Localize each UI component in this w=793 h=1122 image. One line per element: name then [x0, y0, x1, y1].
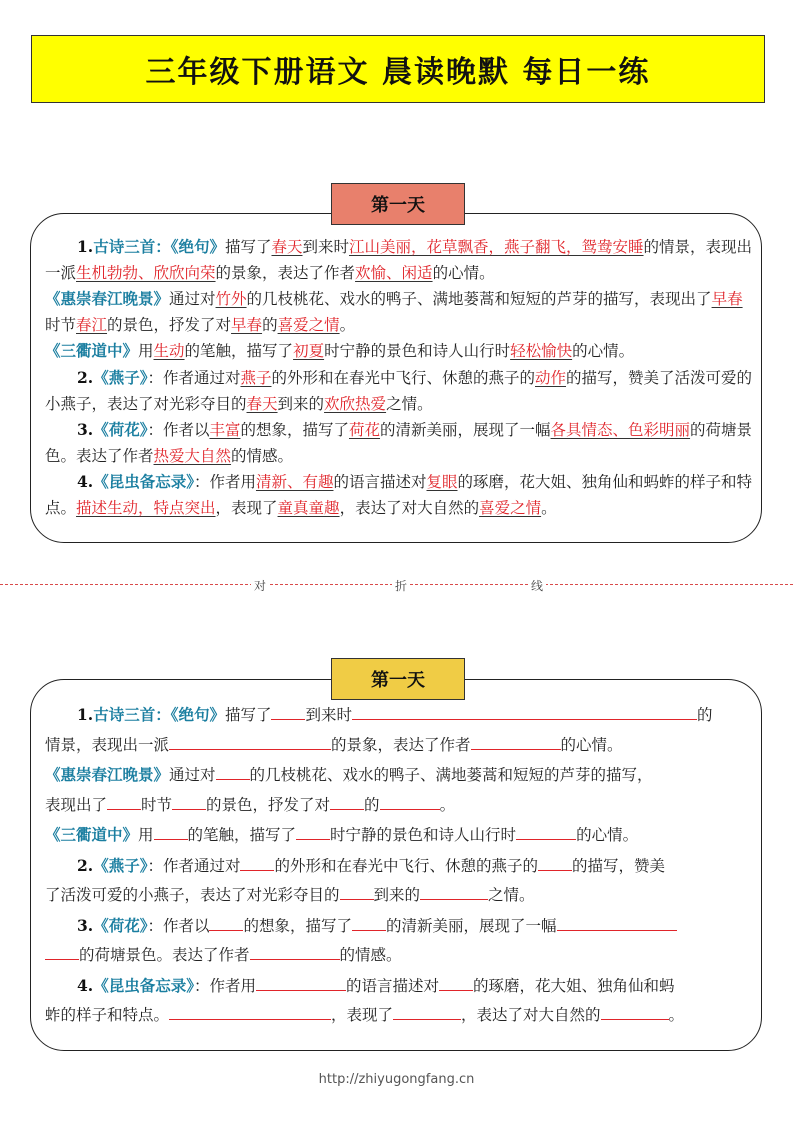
text: 的: [364, 795, 380, 814]
practice-para-1: [45, 700, 753, 760]
text: 的琢磨，花大姐、独角仙和蚂蚱的样子和特点。: [45, 473, 753, 517]
text: 的语言描述对: [333, 473, 427, 492]
text: 的外形和在春光中飞行、休憩的燕子的: [271, 368, 535, 387]
text: 的描写，赞美: [571, 856, 665, 875]
text: ：作者以: [147, 916, 210, 935]
blank-field[interactable]: [557, 916, 677, 931]
text: 时节: [141, 795, 173, 814]
text: 表现出了: [45, 795, 108, 814]
blank-field[interactable]: [209, 916, 243, 931]
blank-field[interactable]: [393, 1005, 461, 1020]
blank-field[interactable]: [516, 825, 576, 840]
answer-para-2: [45, 286, 753, 338]
answer: 春天: [271, 238, 303, 256]
item-number: 4.: [77, 472, 94, 492]
fold-label: 线: [528, 577, 546, 594]
text: 的情感。: [339, 946, 402, 964]
text: ：作者以: [147, 421, 210, 440]
blank-field[interactable]: [340, 885, 374, 900]
blank-field[interactable]: [172, 795, 206, 810]
text: 到来时: [302, 238, 350, 256]
blank-field[interactable]: [352, 916, 386, 931]
poem-title: 《三衢道中》: [45, 825, 139, 844]
poem-title: 《三衢道中》: [45, 341, 139, 361]
blank-field[interactable]: [169, 1005, 331, 1020]
text: 的心情。: [572, 342, 635, 361]
poem-title: 《惠崇春江晚景》: [45, 765, 170, 784]
answer-para-1: [45, 234, 753, 286]
poem-title: 《惠崇春江晚景》: [45, 289, 170, 309]
text: 的心情。: [432, 263, 495, 282]
blank-field[interactable]: [380, 795, 440, 810]
text: 的景色，抒发了对: [206, 795, 331, 814]
answer-card: [30, 213, 762, 543]
blank-field[interactable]: [45, 945, 79, 960]
text: 的描写，赞美了活泼可爱的小燕子，表达了对光彩夺目的: [45, 368, 753, 413]
text: 。: [439, 795, 456, 814]
blank-field[interactable]: [256, 976, 346, 991]
blank-field[interactable]: [601, 1005, 669, 1020]
item-number: 3.: [77, 915, 94, 935]
blank-field[interactable]: [107, 795, 141, 810]
answer: 竹外: [215, 290, 247, 309]
lesson-title: 《昆虫备忘录》: [93, 975, 194, 995]
answer: 荷花: [349, 421, 381, 440]
blank-field[interactable]: [296, 825, 330, 840]
lesson-title: 《荷花》: [93, 915, 148, 935]
item-number: 1.: [77, 705, 94, 724]
text: 的情感。: [231, 446, 294, 465]
item-number: 1.: [77, 237, 94, 256]
text: 的笔触，描写了: [184, 342, 294, 361]
blank-field[interactable]: [420, 885, 488, 900]
answer: 生动: [153, 342, 185, 361]
text: 用: [138, 826, 154, 844]
text: 情景，表现出一派: [45, 735, 170, 754]
text: 的想象，描写了: [240, 421, 349, 440]
text: 的语言描述对: [345, 976, 439, 995]
text: 了活泼可爱的小燕子，表达了对光彩夺目的: [45, 886, 340, 904]
answer-para-6: [45, 469, 753, 521]
answer: 春江: [76, 315, 108, 334]
text: 通过对: [169, 290, 216, 309]
text: 的景色，抒发了对: [107, 315, 232, 334]
poem-group-title: 古诗三首：: [93, 705, 171, 724]
practice-para-5: [45, 911, 753, 971]
text: 的想象，描写了: [243, 916, 352, 935]
text: 到来的: [373, 886, 421, 904]
text: 。: [339, 315, 356, 334]
text: 。: [668, 1006, 685, 1024]
item-number: 2.: [77, 367, 94, 387]
answer: 各具情态、色彩明丽: [550, 421, 691, 440]
item-number: 2.: [77, 855, 94, 875]
text: 的: [697, 706, 713, 724]
answer: 欢愉、闲适: [355, 263, 433, 282]
answer: 早春: [711, 290, 743, 309]
answer: 春天: [246, 394, 278, 413]
practice-para-6: [45, 971, 753, 1031]
text: 的琢磨，花大姐、独角仙和蚂: [472, 976, 675, 995]
text: 的外形和在春光中飞行、休憩的燕子的: [274, 856, 538, 875]
answer: 江山美丽，花草飘香，燕子翻飞，鸳鸯安睡: [349, 238, 644, 256]
text: 用: [138, 342, 154, 361]
day-tab-practice: 第一天: [331, 658, 465, 700]
text: ，表达了对大自然的: [461, 1006, 601, 1024]
text: 蚱的样子和特点。: [45, 1006, 170, 1024]
text: 时宁静的景色和诗人山行时: [330, 826, 517, 844]
answer: 喜爱之情: [479, 498, 542, 517]
text: 的心情。: [560, 735, 623, 754]
text: 时节: [45, 315, 77, 334]
text: 的景象，表达了作者: [215, 263, 356, 282]
fold-label: 折: [392, 577, 410, 594]
answer-para-4: [45, 365, 753, 417]
answer: 早春: [231, 315, 263, 334]
answer: 清新、有趣: [255, 473, 334, 492]
blank-field[interactable]: [154, 825, 188, 840]
text: 的: [262, 315, 278, 334]
text: 通过对: [169, 766, 216, 784]
answer: 动作: [535, 368, 567, 387]
text: 。: [541, 498, 557, 517]
poem-title: 《绝句》: [170, 237, 225, 256]
poem-title: 《绝句》: [170, 705, 225, 724]
lesson-title: 《昆虫备忘录》: [93, 472, 194, 492]
answer: 燕子: [240, 368, 272, 387]
text: 的荷塘景色。表达了作者: [79, 946, 250, 964]
answer: 生机勃勃、欣欣向荣: [76, 263, 216, 282]
fold-label: 对: [251, 577, 269, 594]
page-title-banner: [31, 35, 765, 103]
text: 到来的: [277, 394, 325, 413]
text: 之情。: [488, 886, 535, 904]
text: 到来时: [305, 706, 352, 724]
practice-card: [30, 679, 762, 1051]
text: 的笔触，描写了: [187, 826, 297, 844]
text: 的心情。: [576, 826, 639, 844]
blank-field[interactable]: [471, 735, 561, 750]
text: ：作者用: [193, 473, 256, 492]
text: 的景象，表达了作者: [331, 735, 471, 754]
footer-url: http://zhiyugongfang.cn: [318, 1072, 475, 1087]
blank-field[interactable]: [330, 795, 364, 810]
blank-field[interactable]: [240, 856, 274, 871]
lesson-title: 《燕子》: [93, 855, 148, 875]
blank-field[interactable]: [439, 976, 473, 991]
text: ：作者通过对: [147, 856, 241, 875]
lesson-title: 《燕子》: [93, 367, 148, 387]
text: ，表现了: [215, 498, 278, 517]
text: 的情景，表现出一派: [45, 238, 753, 282]
blank-field[interactable]: [352, 705, 697, 720]
text: 之情。: [386, 394, 433, 413]
day-tab-answers: 第一天: [331, 183, 465, 225]
answer: 复眼: [426, 473, 458, 492]
lesson-title: 《荷花》: [93, 420, 148, 440]
text: 的荷塘景色。表达了作者: [45, 421, 753, 465]
text: 描写了: [224, 706, 272, 724]
text: 时宁静的景色和诗人山行时: [324, 342, 511, 361]
answer: 轻松愉快: [510, 342, 573, 361]
text: 描写了: [224, 238, 272, 256]
blank-field[interactable]: [216, 765, 250, 780]
text: 的几枝桃花、戏水的鸭子、满地蒌蒿和短短的芦芽的描写，表现出了: [246, 290, 712, 309]
answer: 欢欣热爱: [324, 394, 387, 413]
text: ：作者通过对: [147, 368, 241, 387]
blank-field[interactable]: [538, 856, 572, 871]
text: ，表达了对大自然的: [339, 498, 480, 517]
answer: 热爱大自然: [153, 446, 232, 465]
answer: 丰富: [209, 421, 241, 440]
page-title: 三年级下册语文 晨读晚默 每日一练: [145, 55, 651, 90]
text: ，表现了: [331, 1006, 394, 1024]
blank-field[interactable]: [250, 945, 340, 960]
answer: 童真童趣: [277, 498, 340, 517]
answer-para-3: [45, 338, 753, 365]
answer-para-5: [45, 417, 753, 469]
item-number: 3.: [77, 420, 94, 440]
answer: 喜爱之情: [277, 315, 340, 334]
text: 的几枝桃花、戏水的鸭子、满地蒌蒿和短短的芦芽的描写，: [249, 766, 653, 784]
answer: 描述生动，特点突出: [76, 498, 216, 517]
item-number: 4.: [77, 975, 94, 995]
practice-para-3: [45, 820, 753, 851]
text: ：作者用: [193, 976, 256, 995]
poem-group-title: 古诗三首：: [93, 237, 171, 256]
blank-field[interactable]: [271, 705, 305, 720]
practice-para-4: [45, 851, 753, 911]
text: 的清新美丽，展现了一幅: [385, 916, 557, 935]
text: 的清新美丽，展现了一幅: [380, 421, 551, 440]
practice-para-2: [45, 760, 753, 820]
blank-field[interactable]: [169, 735, 331, 750]
answer: 初夏: [293, 342, 325, 361]
